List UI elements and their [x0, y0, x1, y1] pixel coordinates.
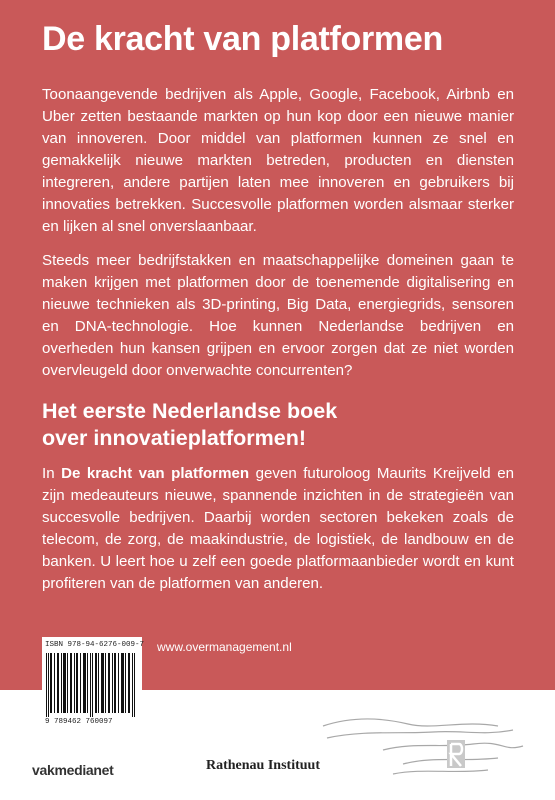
second-paragraph: Steeds meer bedrijfstakken en maatschappelijke domeinen gaan te maken krijgen met platformen door de toenemende digitalisering en nieuwe technieken als 3D-printing, Big Data, energiegrids, sensoren en DNA-technologie. Hoe kunnen Nederlandse bedrijven en overheden hun kansen grijpen en ervoor zorgen dat ze niet worden overvleugeld door onverwachte concurrenten? — [42, 252, 514, 379]
subheading-line-2: over innovatieplatformen! — [42, 426, 307, 450]
intro-paragraph: Toonaangevende bedrijven als Apple, Google, Facebook, Airbnb en Uber zetten bestaande markten op hun kop door een nieuwe manier van innoveren. Door middel van platformen kunnen ze snel en gemakkelijk nieuwe markten betreden, producten en diensten integreren, andere partijen laten mee innoveren en gebruikers bij innovaties betrekken. Succesvolle platformen worden alsmaar sterker en lijken al snel onverslaanbaar. — [42, 86, 514, 235]
subheading — [42, 398, 337, 452]
barcode-icon — [46, 653, 138, 717]
barcode-box — [42, 637, 145, 731]
book-title: De kracht van platformen — [42, 20, 443, 58]
publisher-logo: vakmedianet — [32, 762, 114, 778]
institute-name: Rathenau Instituut — [206, 758, 320, 773]
third-paragraph — [42, 463, 514, 595]
institute-logo-icon — [313, 712, 528, 784]
third-paragraph-prefix: In — [42, 465, 62, 482]
subheading-line-1: Het eerste Nederlandse boek — [42, 399, 338, 423]
website-url: www.overmanagement.nl — [157, 640, 292, 654]
third-paragraph-rest: geven futuroloog Maurits Kreijveld en zijn medeauteurs nieuwe, spannende inzichten in de strategieën van succesvolle bedrijven. Daarbij worden sectoren bekeken zoals de telecom, de zorg, de maakindustrie, de logistiek, de landbouw en de banken. U leert hoe u zelf een goede platformaanbieder wordt en kunt profiteren van de platformen van anderen. — [42, 465, 514, 592]
isbn-label: ISBN 978-94-6276-009-7 — [45, 641, 145, 649]
book-title-inline: De kracht van platformen — [61, 465, 250, 482]
barcode-number: 9 789462 760097 — [45, 718, 113, 726]
